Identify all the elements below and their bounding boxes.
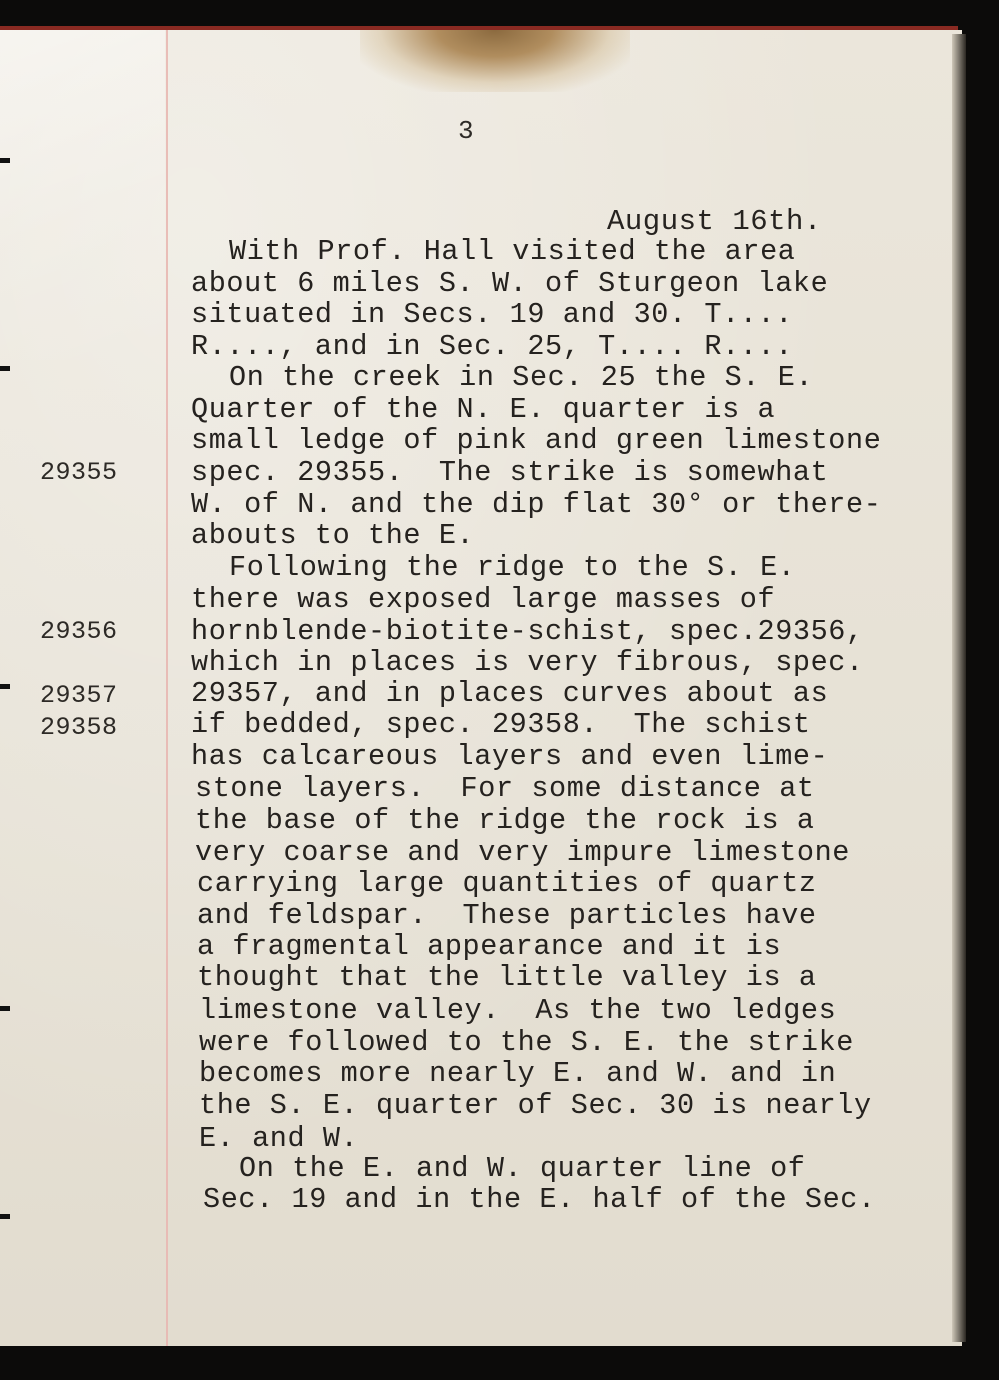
text-line: On the creek in Sec. 25 the S. E. <box>229 361 814 394</box>
margin-specimen-number: 29355 <box>40 458 118 487</box>
text-line: about 6 miles S. W. of Sturgeon lake <box>191 267 829 300</box>
entry-date: August 16th. <box>607 205 822 238</box>
text-line: were followed to the S. E. the strike <box>199 1026 855 1059</box>
margin-specimen-number: 29357 <box>40 681 118 710</box>
text-line: hornblende-biotite-schist, spec.29356, <box>191 615 864 648</box>
text-line: the S. E. quarter of Sec. 30 is nearly <box>199 1089 872 1122</box>
binder-hole-mark <box>0 158 10 163</box>
text-line: very coarse and very impure limestone <box>195 836 851 869</box>
text-line: spec. 29355. The strike is somewhat <box>191 456 829 489</box>
page-edge-shadow <box>952 34 966 1342</box>
text-line: small ledge of pink and green limestone <box>191 424 882 457</box>
text-line: if bedded, spec. 29358. The schist <box>191 708 811 741</box>
text-line: W. of N. and the dip flat 30° or there- <box>191 488 882 521</box>
text-line: thought that the little valley is a <box>197 961 817 994</box>
text-line: R...., and in Sec. 25, T.... R.... <box>191 330 793 363</box>
text-line: has calcareous layers and even lime- <box>191 740 829 773</box>
text-line: and feldspar. These particles have <box>197 899 817 932</box>
paper-crease <box>0 30 165 360</box>
water-stain <box>360 30 630 92</box>
text-line: becomes more nearly E. and W. and in <box>199 1057 837 1090</box>
binder-hole-mark <box>0 684 10 689</box>
text-line: Quarter of the N. E. quarter is a <box>191 393 776 426</box>
margin-rule <box>166 30 168 1346</box>
text-line: On the E. and W. quarter line of <box>239 1152 806 1185</box>
text-line: there was exposed large masses of <box>191 583 776 616</box>
text-line: stone layers. For some distance at <box>195 772 815 805</box>
text-line: situated in Secs. 19 and 30. T.... <box>191 298 793 331</box>
binder-hole-mark <box>0 366 10 371</box>
text-line: carrying large quantities of quartz <box>197 867 817 900</box>
margin-specimen-number: 29356 <box>40 617 118 646</box>
text-line: E. and W. <box>199 1122 359 1155</box>
text-line: the base of the ridge the rock is a <box>195 804 815 837</box>
text-line: Sec. 19 and in the E. half of the Sec. <box>203 1183 876 1216</box>
page-number: 3 <box>458 116 474 146</box>
text-line: abouts to the E. <box>191 519 475 552</box>
text-line: which in places is very fibrous, spec. <box>191 646 864 679</box>
binder-hole-mark <box>0 1006 10 1011</box>
text-line: limestone valley. As the two ledges <box>199 994 837 1027</box>
binder-hole-mark <box>0 1214 10 1219</box>
text-line: Following the ridge to the S. E. <box>229 551 796 584</box>
text-line: 29357, and in places curves about as <box>191 677 829 710</box>
text-line: With Prof. Hall visited the area <box>229 235 796 268</box>
margin-specimen-number: 29358 <box>40 713 118 742</box>
text-line: a fragmental appearance and it is <box>197 930 782 963</box>
